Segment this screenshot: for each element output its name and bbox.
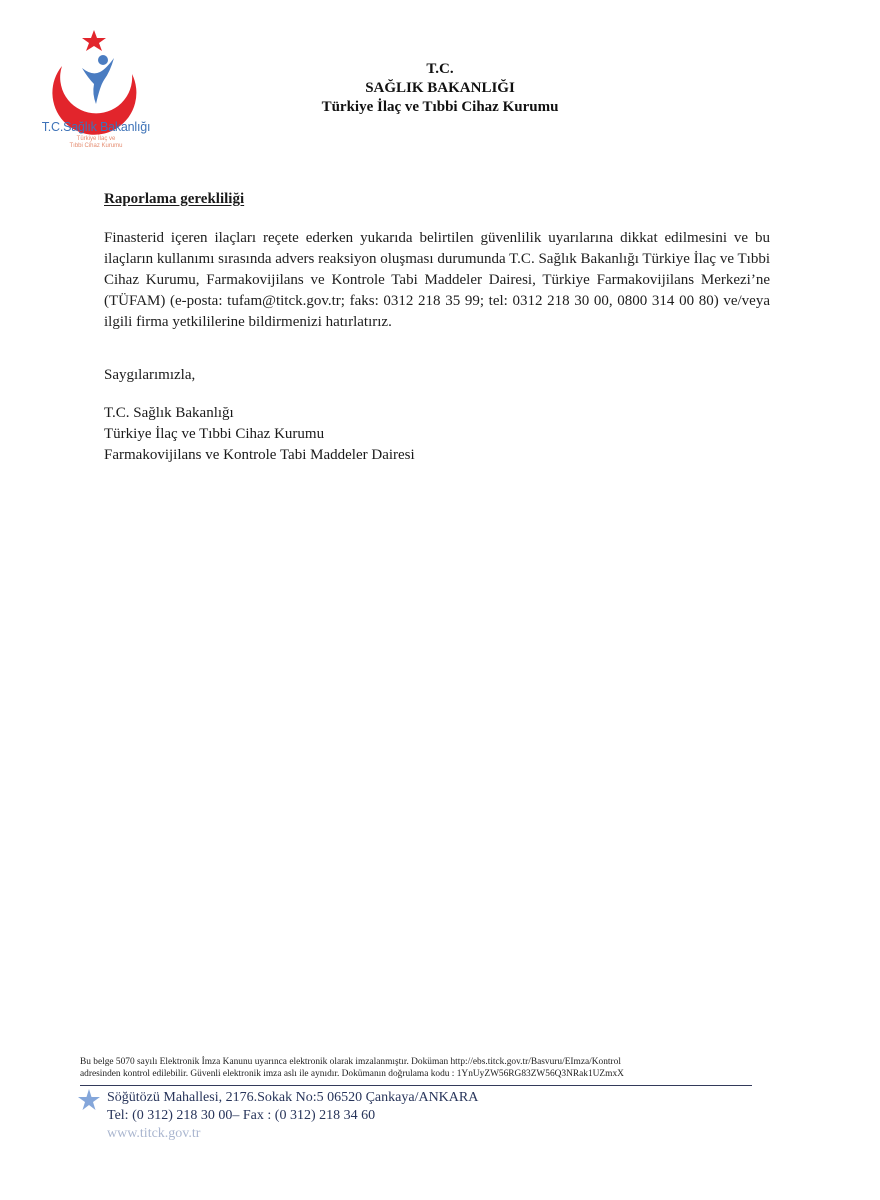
letterhead-line: T.C. <box>426 61 454 77</box>
letterhead <box>240 60 640 117</box>
section-title: Raporlama gerekliliği <box>104 191 245 207</box>
closing-salutation: Saygılarımızla, <box>104 367 196 383</box>
logo-subtitle-line: Türkiye İlaç ve <box>76 136 116 142</box>
signature-line: T.C. Sağlık Bakanlığı <box>104 405 234 421</box>
logo-title: T.C.Sağlık Bakanlığı <box>41 120 151 134</box>
footer-phone: Tel: (0 312) 218 30 00– Fax : (0 312) 218 34 60 <box>107 1108 376 1123</box>
footer-divider <box>80 1085 752 1086</box>
human-figure-icon <box>82 55 114 104</box>
letterhead-line: Türkiye İlaç ve Tıbbi Cihaz Kurumu <box>321 99 559 115</box>
footer-contact <box>107 1089 478 1143</box>
footer-website-link[interactable]: www.titck.gov.tr <box>107 1126 201 1141</box>
logo-subtitle <box>44 136 148 150</box>
letterhead-line: SAĞLIK BAKANLIĞI <box>365 80 515 96</box>
esignature-line: adresinden kontrol edilebilir. Güvenli elektronik imza aslı ile aynıdır. Dokümanın doğrulama kodu : 1YnUyZW56RG83ZW56Q3NRak1UZmxX <box>80 1069 624 1079</box>
signature-line: Türkiye İlaç ve Tıbbi Cihaz Kurumu <box>104 426 325 442</box>
esignature-notice <box>80 1056 748 1080</box>
signature-line: Farmakovijilans ve Kontrole Tabi Maddeler Dairesi <box>104 447 415 463</box>
footer-address: Söğütözü Mahallesi, 2176.Sokak No:5 06520 Çankaya/ANKARA <box>107 1090 479 1105</box>
logo-subtitle-line: Tıbbi Cihaz Kurumu <box>69 143 123 149</box>
body-paragraph: Finasterid içeren ilaçları reçete ederken yukarıda belirtilen güvenlilik uyarılarına dikkat edilmesini ve bu ilaçların kullanımı sırasında advers reaksiyon oluşması durumunda T.C. Sağlık Bakanlığı Türkiye İlaç ve Tıbbi Cihaz Kurumu, Farmakovijilans ve Kontrole Tabi Maddeler Dairesi, Türkiye Farmakovijilans Merkezi’ne (TÜFAM) (e-posta: tufam@titck.gov.tr; faks: 0312 218 35 99; tel: 0312 218 30 00, 0800 314 00 80) ve/veya ilgili firma yetkililerine bildirmenizi hatırlatırız. <box>104 230 770 330</box>
star-icon <box>82 30 106 51</box>
esignature-line: Bu belge 5070 sayılı Elektronik İmza Kanunu uyarınca elektronik olarak imzalanmıştır. Doküman http://ebs.titck.gov.tr/Basvuru/EImza/Kontrol <box>80 1057 621 1067</box>
signature-block <box>104 403 415 466</box>
footer-star-icon <box>76 1088 102 1112</box>
